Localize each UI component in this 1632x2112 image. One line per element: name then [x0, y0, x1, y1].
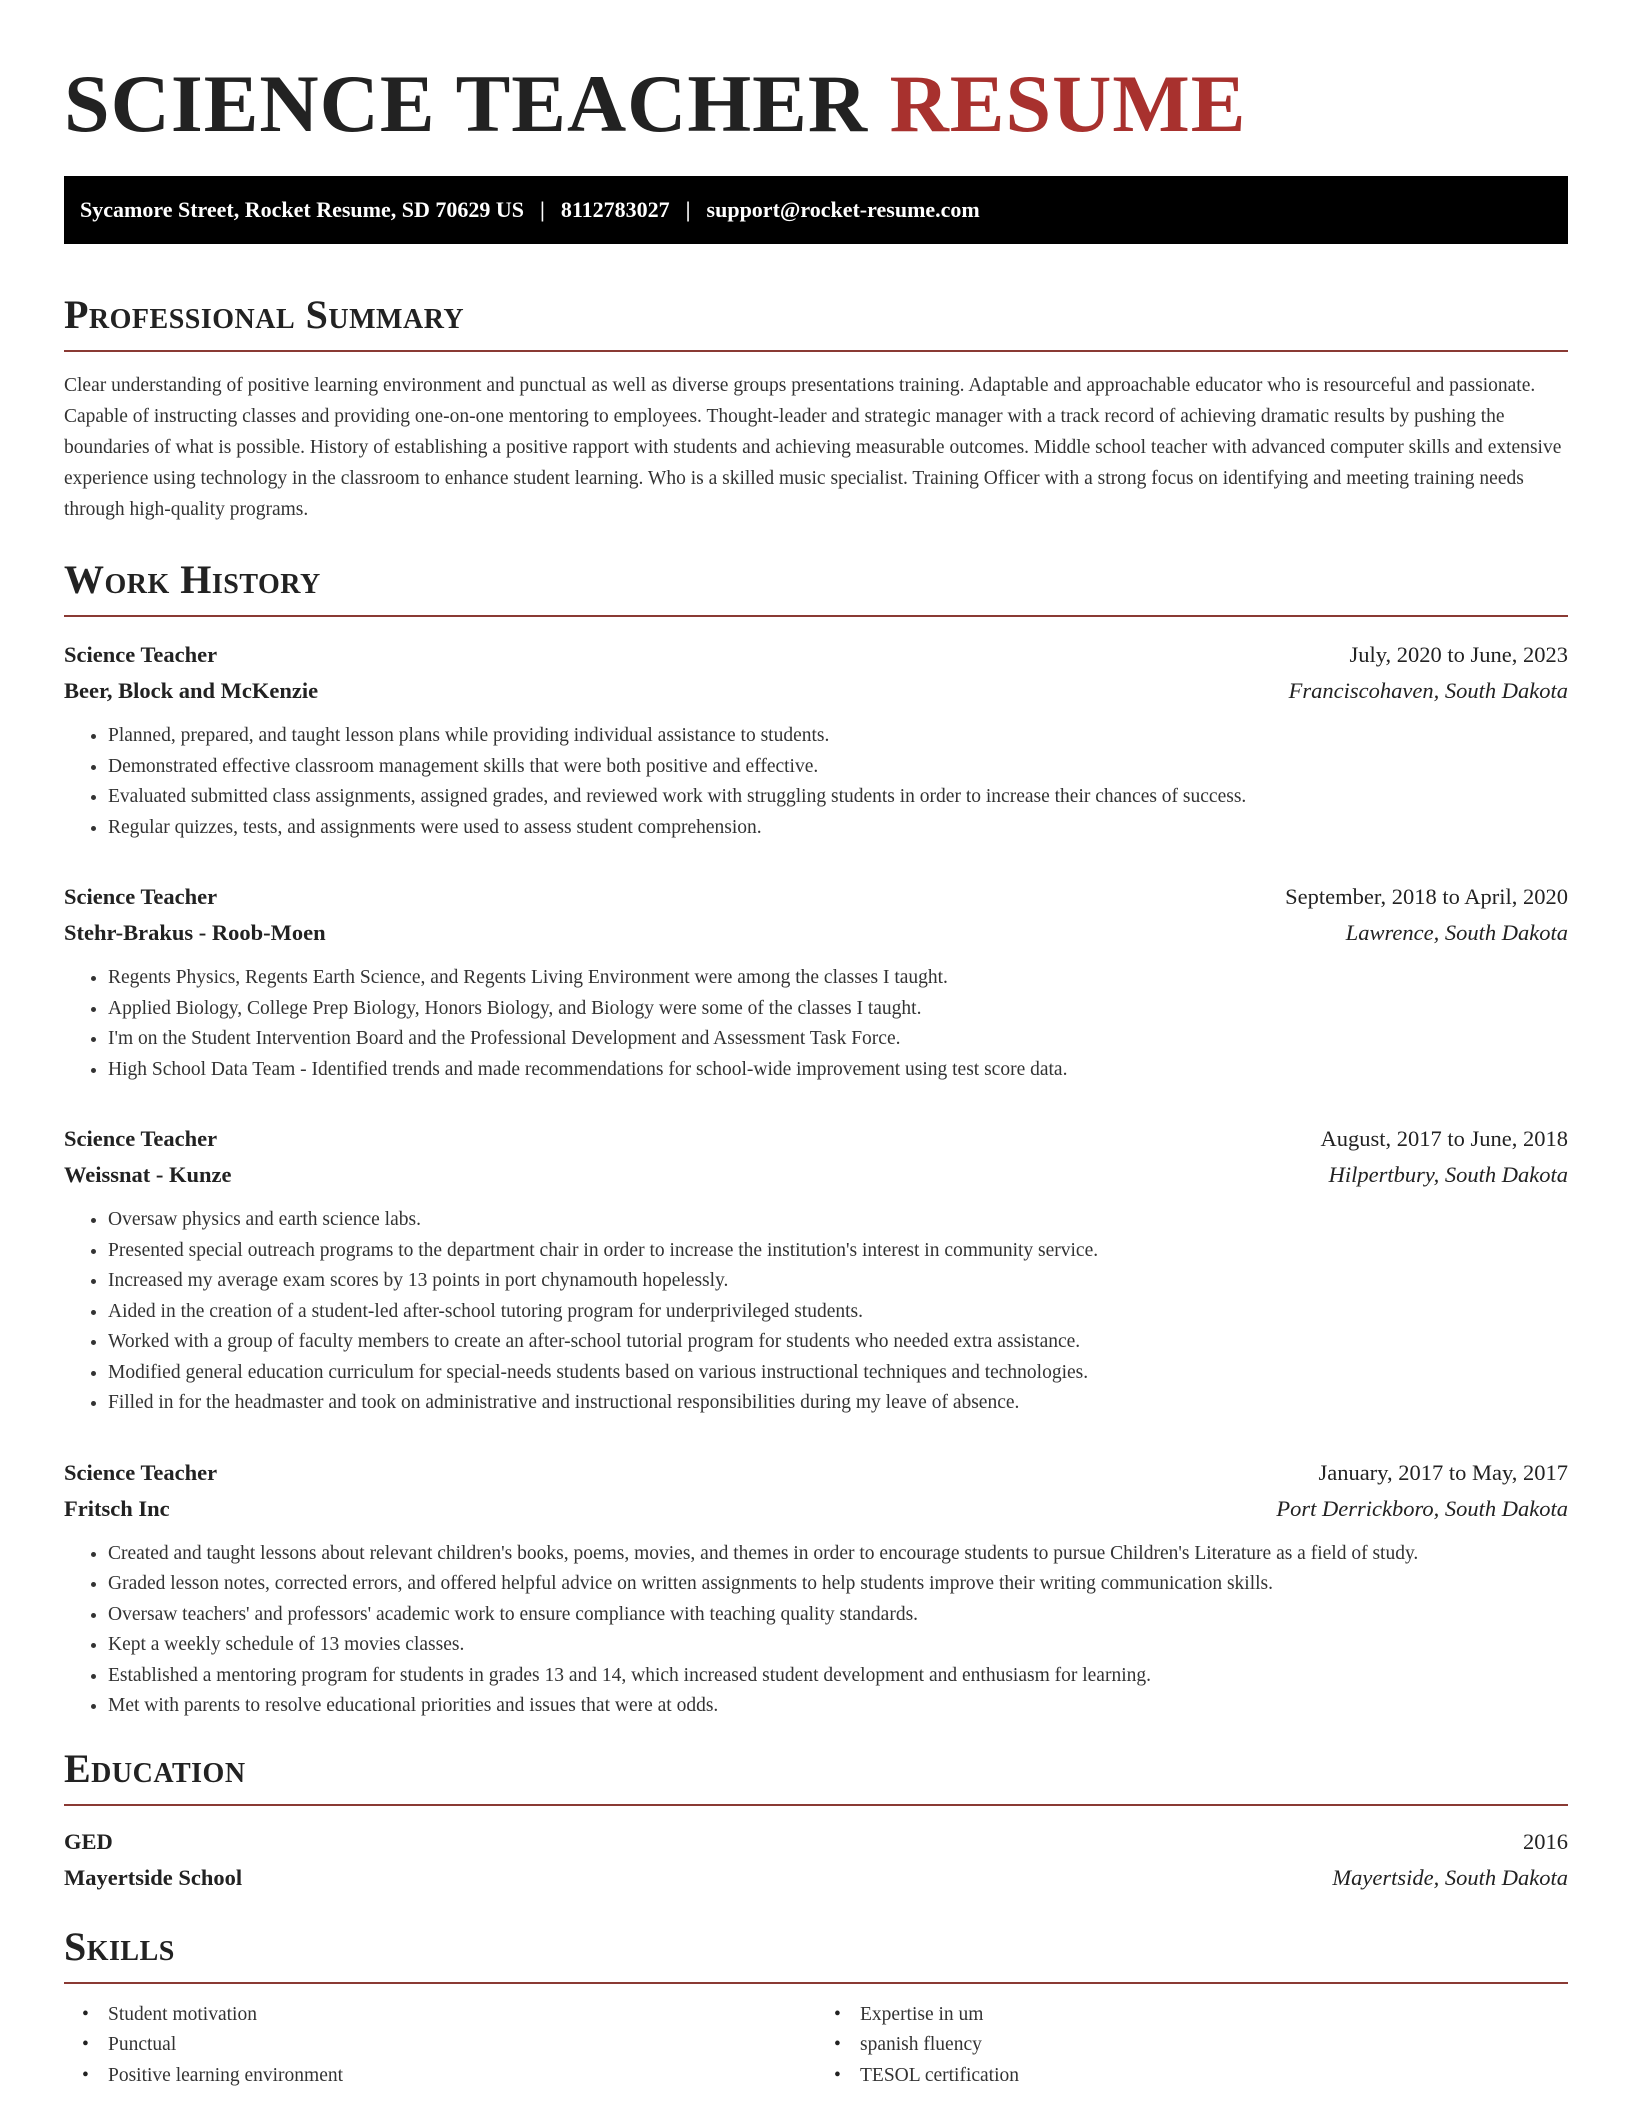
resume-title — [64, 56, 1568, 152]
job-entry — [64, 879, 1568, 1085]
job-bullet: • Oversaw teachers' and professors' academic work to ensure compliance with teaching quality standards. — [108, 1600, 1568, 1631]
job-dates: September, 2018 to April, 2020 — [1285, 884, 1568, 909]
contact-address: Sycamore Street, Rocket Resume, SD 70629 US — [80, 197, 525, 222]
summary-text: Clear understanding of positive learning environment and punctual as well as diverse groups presentations training. Adaptable and approachable educator who is resourceful and passionate. Capable of instructing classes and providing one-on-one mentoring to employees. Thought-leader and strategic manager with a track record of achieving dramatic results by pushing the boundaries of what is possible. History of establishing a positive rapport with students and achieving measurable outcomes. Middle school teacher with advanced computer skills and extensive experience using technology in the classroom to enhance student learning. Who is a skilled music specialist. Training Officer with a strong focus on identifying and meeting training needs through high-quality programs. — [64, 375, 1562, 520]
job-location: Hilpertbury, South Dakota — [1328, 1162, 1568, 1187]
education-year: 2016 — [1523, 1828, 1568, 1854]
job-bullet: • Increased my average exam scores by 13 points in port chynamouth hopelessly. — [108, 1266, 1568, 1297]
skills-column-right — [816, 2000, 1568, 2092]
job-company: Weissnat - Kunze — [64, 1162, 232, 1187]
contact-separator: | — [540, 197, 545, 222]
skills-column-left — [64, 2000, 816, 2092]
job-bullet: • Filled in for the headmaster and took on administrative and instructional responsibilities during my leave of absence. — [108, 1388, 1568, 1419]
contact-bar — [64, 176, 1568, 244]
job-dates: January, 2017 to May, 2017 — [1318, 1459, 1568, 1485]
contact-email[interactable]: support@rocket-resume.com — [706, 197, 980, 222]
title-accent: RESUME — [889, 58, 1247, 149]
job-bullet: • Oversaw physics and earth science labs. — [108, 1205, 1568, 1236]
education-entry — [64, 1824, 1568, 1896]
resume-page — [64, 0, 1568, 2091]
education-heading: Education — [64, 1746, 1568, 1806]
skill-item: • Student motivation — [108, 2000, 816, 2031]
job-bullet: • Graded lesson notes, corrected errors, and offered helpful advice on written assignments to help students improve their writing communication skills. — [108, 1569, 1568, 1600]
skill-item: • spanish fluency — [860, 2030, 1568, 2061]
job-location: Lawrence, South Dakota — [1345, 920, 1568, 945]
job-entry — [64, 637, 1568, 843]
job-bullet: • Presented special outreach programs to the department chair in order to increase the institution's interest in community service. — [108, 1236, 1568, 1267]
job-bullet: • Regular quizzes, tests, and assignments were used to assess student comprehension. — [108, 813, 1568, 844]
skills-heading: Skills — [64, 1924, 1568, 1984]
education-school: Mayertside School — [64, 1864, 243, 1890]
contact-separator: | — [685, 197, 691, 222]
job-dates: August, 2017 to June, 2018 — [1320, 1126, 1568, 1151]
job-bullets — [64, 1205, 1568, 1419]
job-company: Stehr-Brakus - Roob-Moen — [64, 920, 326, 945]
job-bullet: • Demonstrated effective classroom management skills that were both positive and effective. — [108, 752, 1568, 783]
job-bullets — [64, 1539, 1568, 1722]
job-bullet: • Regents Physics, Regents Earth Science, and Regents Living Environment were among the classes I taught. — [108, 963, 1568, 994]
skill-item: • Expertise in um — [860, 2000, 1568, 2031]
job-title: Science Teacher — [64, 1126, 218, 1151]
job-bullet: • Planned, prepared, and taught lesson plans while providing individual assistance to students. — [108, 721, 1568, 752]
job-dates: July, 2020 to June, 2023 — [1349, 642, 1568, 667]
contact-phone[interactable]: 8112783027 — [560, 197, 670, 222]
education-location: Mayertside, South Dakota — [1332, 1864, 1568, 1890]
skills-list — [64, 2000, 1568, 2092]
job-bullets — [64, 963, 1568, 1085]
job-bullet: • Evaluated submitted class assignments, assigned grades, and reviewed work with struggling students in order to increase their chances of success. — [108, 782, 1568, 813]
job-bullet: • High School Data Team - Identified trends and made recommendations for school-wide improvement using test score data. — [108, 1055, 1568, 1086]
job-title: Science Teacher — [64, 884, 218, 909]
education-degree: GED — [64, 1828, 113, 1854]
skill-item: • Positive learning environment — [108, 2061, 816, 2092]
job-entry — [64, 1455, 1568, 1722]
job-bullet: • Created and taught lessons about relevant children's books, poems, movies, and themes in order to encourage students to pursue Children's Literature as a field of study. — [108, 1539, 1568, 1570]
title-main: SCIENCE TEACHER — [64, 58, 869, 149]
job-bullet: • Established a mentoring program for students in grades 13 and 14, which increased student development and enthusiasm for learning. — [108, 1661, 1568, 1692]
job-title: Science Teacher — [64, 1459, 218, 1485]
job-company: Fritsch Inc — [64, 1495, 170, 1521]
skill-item: • TESOL certification — [860, 2061, 1568, 2092]
job-bullet: • I'm on the Student Intervention Board and the Professional Development and Assessment Task Force. — [108, 1024, 1568, 1055]
job-bullet: • Kept a weekly schedule of 13 movies classes. — [108, 1630, 1568, 1661]
job-bullets — [64, 721, 1568, 843]
job-company: Beer, Block and McKenzie — [64, 678, 319, 703]
job-location: Port Derrickboro, South Dakota — [1276, 1495, 1568, 1521]
work-history-heading: Work History — [64, 557, 1568, 617]
job-bullet: • Aided in the creation of a student-led after-school tutoring program for underprivileged students. — [108, 1297, 1568, 1328]
summary-heading: Professional Summary — [64, 292, 1568, 352]
skill-item: • Punctual — [108, 2030, 816, 2061]
job-bullet: • Worked with a group of faculty members to create an after-school tutorial program for students who needed extra assistance. — [108, 1327, 1568, 1358]
job-bullet: • Modified general education curriculum for special-needs students based on various instructional techniques and technologies. — [108, 1358, 1568, 1389]
job-title: Science Teacher — [64, 642, 218, 667]
job-location: Franciscohaven, South Dakota — [1288, 678, 1568, 703]
job-bullet: • Met with parents to resolve educational priorities and issues that were at odds. — [108, 1691, 1568, 1722]
job-entry — [64, 1121, 1568, 1419]
job-bullet: • Applied Biology, College Prep Biology, Honors Biology, and Biology were some of the classes I taught. — [108, 994, 1568, 1025]
